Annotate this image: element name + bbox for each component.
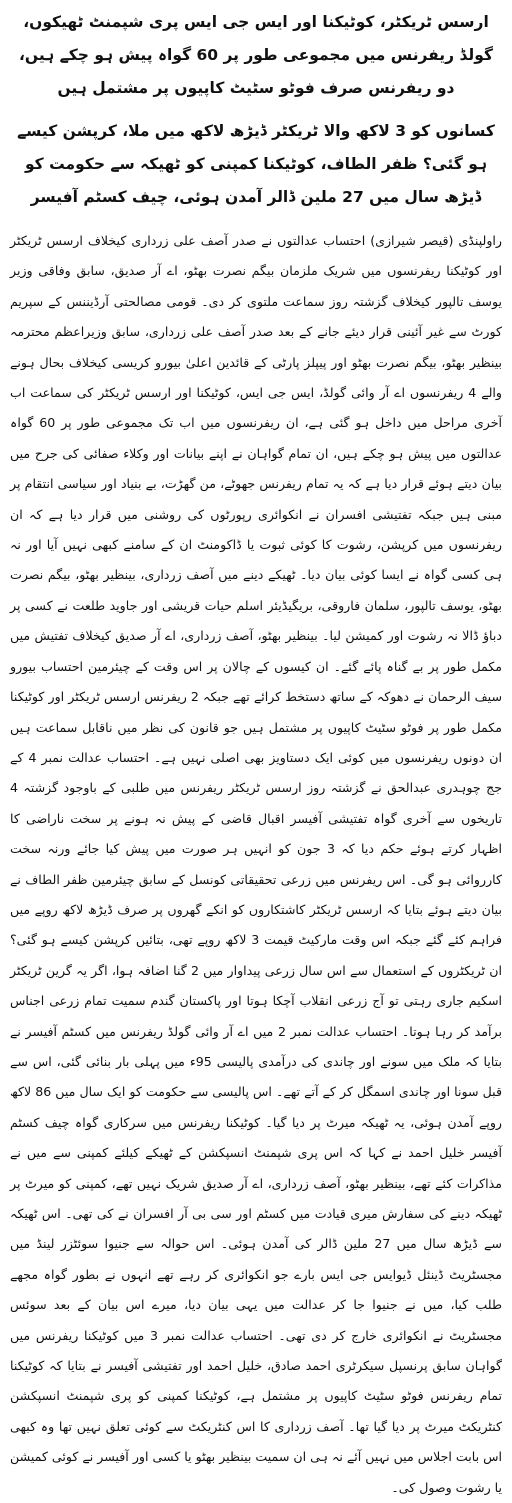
article-subheadline: کسانوں کو 3 لاکھ والا ٹریکٹر ڈیڑھ لاکھ میں ملا، کرپشن کیسے ہو گئی؟ ظفر الطاف، کوٹیکنا کمپنی کو ٹھیکہ سے حکومت کو ڈیڑھ سال میں 27 ملین ڈالر آمدن ہوئی، چیف کسٹم آفیسر [17,122,495,206]
article-body: راولپنڈی (قیصر شیرازی) احتساب عدالتوں نے صدر آصف علی زرداری کیخلاف ارسس ٹریکٹر اور کوٹیکنا ریفرنسوں میں شریک ملزمان بیگم نصرت بھٹو، اے آر صدیق، سابق وفاقی وزیر یوسف تالپور کیخلاف گزشتہ روز سماعت ملتوی کر دی۔ قومی مصالحتی آرڈیننس کے سپریم کورٹ سے غیر آئینی قرار دیئے جانے کے بعد صدر آصف علی زرداری، سابق وزیراعظم محترمہ بینظیر بھٹو، بیگم نصرت بھٹو اور پیپلز پارٹی کے قائدین اعلیٰ بیورو کریسی کیخلاف بحال ہونے والے 4 ریفرنسوں اے آر وائی گولڈ، ایس جی ایس، کوٹیکنا اور ارسس ٹریکٹر کی سماعت اب آخری مراحل میں داخل ہو گئی ہے، ان ریفرنسوں میں اب تک مجموعی طور پر 60 گواہ عدالتوں میں پیش ہو چکے ہیں، ان تمام گواہان نے اپنے بیانات اور وکلاء صفائی کی جرح میں بیان دیتے ہوئے قرار دیا ہے کہ یہ تمام ریفرنس جھوٹے، من گھڑت، بے بنیاد اور سیاسی انتقام پر مبنی ہیں جبکہ تفتیشی افسران نے انکوائری رپورٹوں کی روشنی میں قرار دیا ہے کہ ان ریفرنسوں میں کرپشن، رشوت کا کوئی ثبوت یا ڈاکومنٹ ان کے سامنے کبھی نہیں آیا اور نہ ہی کسی گواہ نے ایسا کوئی بیان دیا۔ ٹھیکے دینے میں آصف زرداری، بینظیر بھٹو، بیگم نصرت بھٹو، یوسف تالپور، سلمان فاروقی، بریگیڈیئر اسلم حیات قریشی اور جاوید طلعت نے کسی پر دباؤ ڈالا نہ رشوت اور کمیشن لیا۔ بینظیر بھٹو، آصف زرداری، اے آر صدیق کیخلاف تفتیش میں مکمل طور پر بے گناہ پائے گئے۔ ان کیسوں کے چالان پر اس وقت کے چیئرمین احتساب بیورو سیف الرحمان نے دھوکہ کے ساتھ دستخط کرائے تھے جبکہ 2 ریفرنس ارسس ٹریکٹر اور کوٹیکنا مکمل طور پر فوٹو سٹیٹ کاپیوں پر مشتمل ہیں جو قانون کی نظر میں ناقابل سماعت ہیں ان دونوں ریفرنسوں میں کوئی ایک دستاویز بھی اصلی نہیں ہے۔ احتساب عدالت نمبر 4 کے جج چوہدری عبدالحق نے گزشتہ روز ارسس ٹریکٹر ریفرنس میں طلبی کے باوجود گزشتہ 4 تاریخوں سے آخری گواہ تفتیشی آفیسر اقبال قاضی کے پیش نہ ہونے پر سخت ناراضی کا اظہار کرتے ہوئے حکم دیا کہ 3 جون کو انہیں ہر صورت میں پیش کیا جائے ورنہ سخت کارروائی ہو گی۔ اس ریفرنس میں زرعی تحقیقاتی کونسل کے سابق چیئرمین ظفر الطاف نے بیان دیتے ہوئے بتایا کہ ارسس ٹریکٹر کاشتکاروں کو انکے گھروں پر صرف ڈیڑھ لاکھ روپے میں فراہم کئے گئے جبکہ اس وقت مارکیٹ قیمت 3 لاکھ روپے تھی، بتائیں کرپشن کیسے ہو گئی؟ ان ٹریکٹروں کے استعمال سے اس سال زرعی پیداوار میں 2 گنا اضافہ ہوا، اگر یہ گرین ٹریکٹر اسکیم جاری رہتی تو آج زرعی انقلاب آچکا ہوتا اور پاکستان گندم سمیت تمام زرعی اجناس برآمد کر رہا ہوتا۔ احتساب عدالت نمبر 2 میں اے آر وائی گولڈ ریفرنس میں کسٹم آفیسر نے بتایا کہ ملک میں سونے اور چاندی کی درآمدی پالیسی 95ء میں پہلی بار بنائی گئی، اس سے قبل سونا اور چاندی اسمگل کر کے آتے تھے۔ اس پالیسی سے حکومت کو ایک سال میں 86 لاکھ روپے آمدن ہوئی، یہ ٹھیکہ میرٹ پر دیا گیا۔ کوٹیکنا ریفرنس میں سرکاری گواہ چیف کسٹم آفیسر خلیل احمد نے کہا کہ اس پری شپمنٹ انسپکشن کے ٹھیکے کیلئے کمپنی سے میں نے مذاکرات کئے تھے، بینظیر بھٹو، آصف زرداری، اے آر صدیق شریک نہیں تھے، کمپنی کو میرٹ پر ٹھیکہ دینے کی سفارش میری قیادت میں کسٹم اور سی بی آر افسران نے کی تھی۔ اس ٹھیکہ سے ڈیڑھ سال میں 27 ملین ڈالر کی آمدن ہوئی۔ اس حوالہ سے جنیوا سوئٹزر لینڈ میں مجسٹریٹ ڈینئل ڈیوایس جی ایس بارے جو انکوائری کر رہے تھے انہوں نے بطور گواہ مجھے طلب کیا، میں نے جنیوا جا کر عدالت میں یہی بیان دیا، میرے اس بیان کے بعد سوئس مجسٹریٹ نے انکوائری خارج کر دی تھی۔ احتساب عدالت نمبر 3 میں کوٹیکنا ریفرنس میں گواہان سابق پرنسپل سیکرٹری احمد صادق، خلیل احمد اور تفتیشی آفیسر نے بتایا کہ کوٹیکنا تمام ریفرنس فوٹو سٹیٹ کاپیوں پر مشتمل ہے، کوٹیکنا کمپنی کو پری شپمنٹ انسپکشن کنٹریکٹ میرٹ پر دیا گیا تھا۔ آصف زرداری کا اس کنٹریکٹ سے کوئی تعلق نہیں تھا وہ کبھی اس بابت اجلاس میں نہیں آئے نہ ہی ان سمیت بینظیر بھٹو یا کسی اور آفیسر نے کوئی کمیشن یا رشوت وصول کی۔ [10,233,502,1495]
article-headline: ارسس ٹریکٹر، کوٹیکنا اور ایس جی ایس پری شپمنٹ ٹھیکوں، گولڈ ریفرنس میں مجموعی طور پر 60 گواہ پیش ہو چکے ہیں، دو ریفرنس صرف فوٹو سٹیٹ کاپیوں پر مشتمل ہیں [19,13,493,97]
spacer [10,214,502,226]
